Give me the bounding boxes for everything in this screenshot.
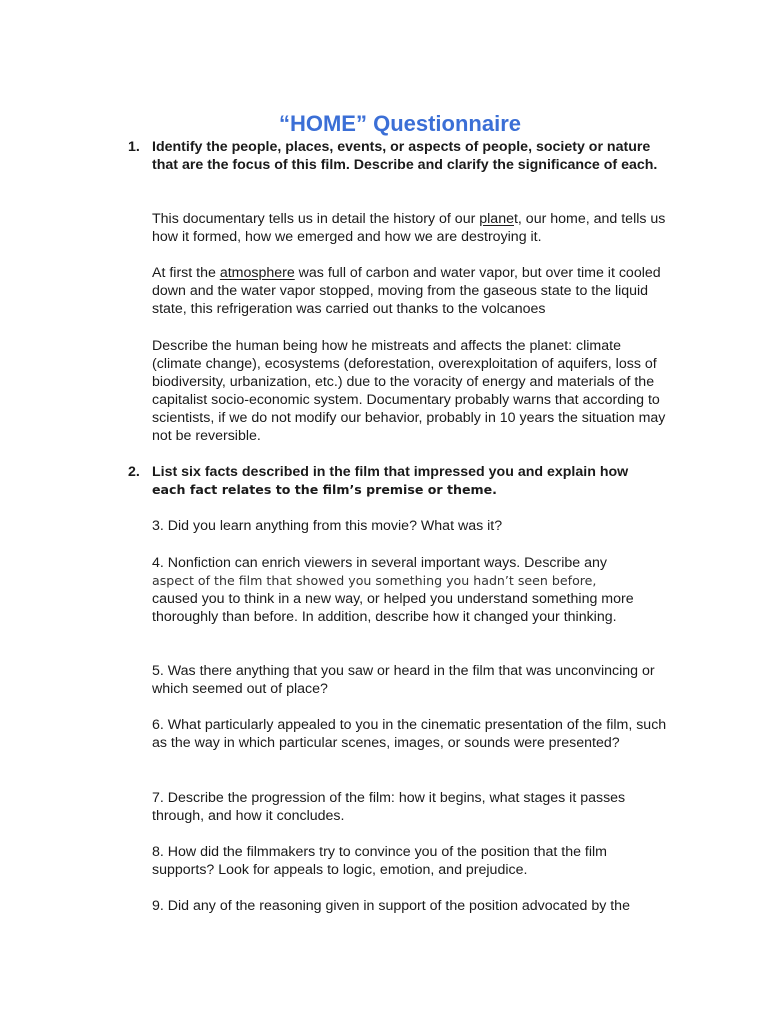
question-4-rest: caused you to think in a new way, or helped you understand something more thoroughly than before. In addition, describe how it changed your thinking.	[152, 591, 634, 625]
answer-paragraph-2-end: was full of carbon and water vapor, but over time it cooled down and the water vapor stopped, moving from the gaseous state to the liquid state, this refrigeration was carried out thanks to the volcanoes	[152, 265, 661, 317]
answer-paragraph-2-start: At first the	[152, 265, 220, 281]
question-4-line-1: 4. Nonfiction can enrich viewers in several important ways. Describe any	[152, 555, 607, 571]
question-1-number: 1.	[128, 139, 140, 155]
question-5: 5. Was there anything that you saw or heard in the film that was unconvincing or which seemed out of place?	[152, 663, 655, 697]
question-4	[152, 554, 672, 626]
question-8: 8. How did the filmmakers try to convince you of the position that the film supports? Look for appeals to logic, emotion, and prejudice.	[152, 844, 607, 878]
underlined-word-planet: plane	[479, 211, 514, 227]
question-2-line-2: each fact relates to the film’s premise or theme.	[152, 482, 497, 497]
underlined-word-atmosphere: atmosphere	[219, 265, 295, 281]
question-3: 3. Did you learn anything from this movie? What was it?	[152, 518, 503, 534]
question-2-line-1: List six facts described in the film that impressed you and explain how	[152, 464, 629, 480]
question-9: 9. Did any of the reasoning given in support of the position advocated by the	[152, 898, 630, 914]
question-6: 6. What particularly appealed to you in the cinematic presentation of the film, such as the way in which particular scenes, images, or sounds were presented?	[152, 717, 667, 751]
question-1-text: Identify the people, places, events, or aspects of people, society or nature that are the focus of this film. Describe and clarify the significance of each.	[152, 139, 658, 173]
question-7: 7. Describe the progression of the film: how it begins, what stages it passes through, and how it concludes.	[152, 790, 626, 824]
question-2-text	[152, 463, 672, 499]
answer-paragraph-1-start: This documentary tells us in detail the history of our	[152, 211, 480, 227]
question-2-number: 2.	[128, 464, 140, 480]
answer-paragraph-1	[152, 210, 672, 246]
question-4-line-2: aspect of the film that showed you something you hadn’t seen before,	[152, 573, 597, 588]
page-title: “HOME” Questionnaire	[278, 111, 522, 136]
answer-paragraph-2	[152, 264, 672, 318]
answer-paragraph-3: Describe the human being how he mistreats and affects the planet: climate (climate change), ecosystems (deforestation, overexploitation of aquifers, loss of biodiversity, urbanization, etc.) due to the voracity of energy and materials of the capitalist socio-economic system. Documentary probably warns that according to scientists, if we do not modify our behavior, probably in 10 years the situation may not be reversible.	[152, 338, 666, 444]
answer-paragraph-1-end: t, our home, and tells us how it formed, how we emerged and how we are destroying it.	[152, 211, 666, 245]
